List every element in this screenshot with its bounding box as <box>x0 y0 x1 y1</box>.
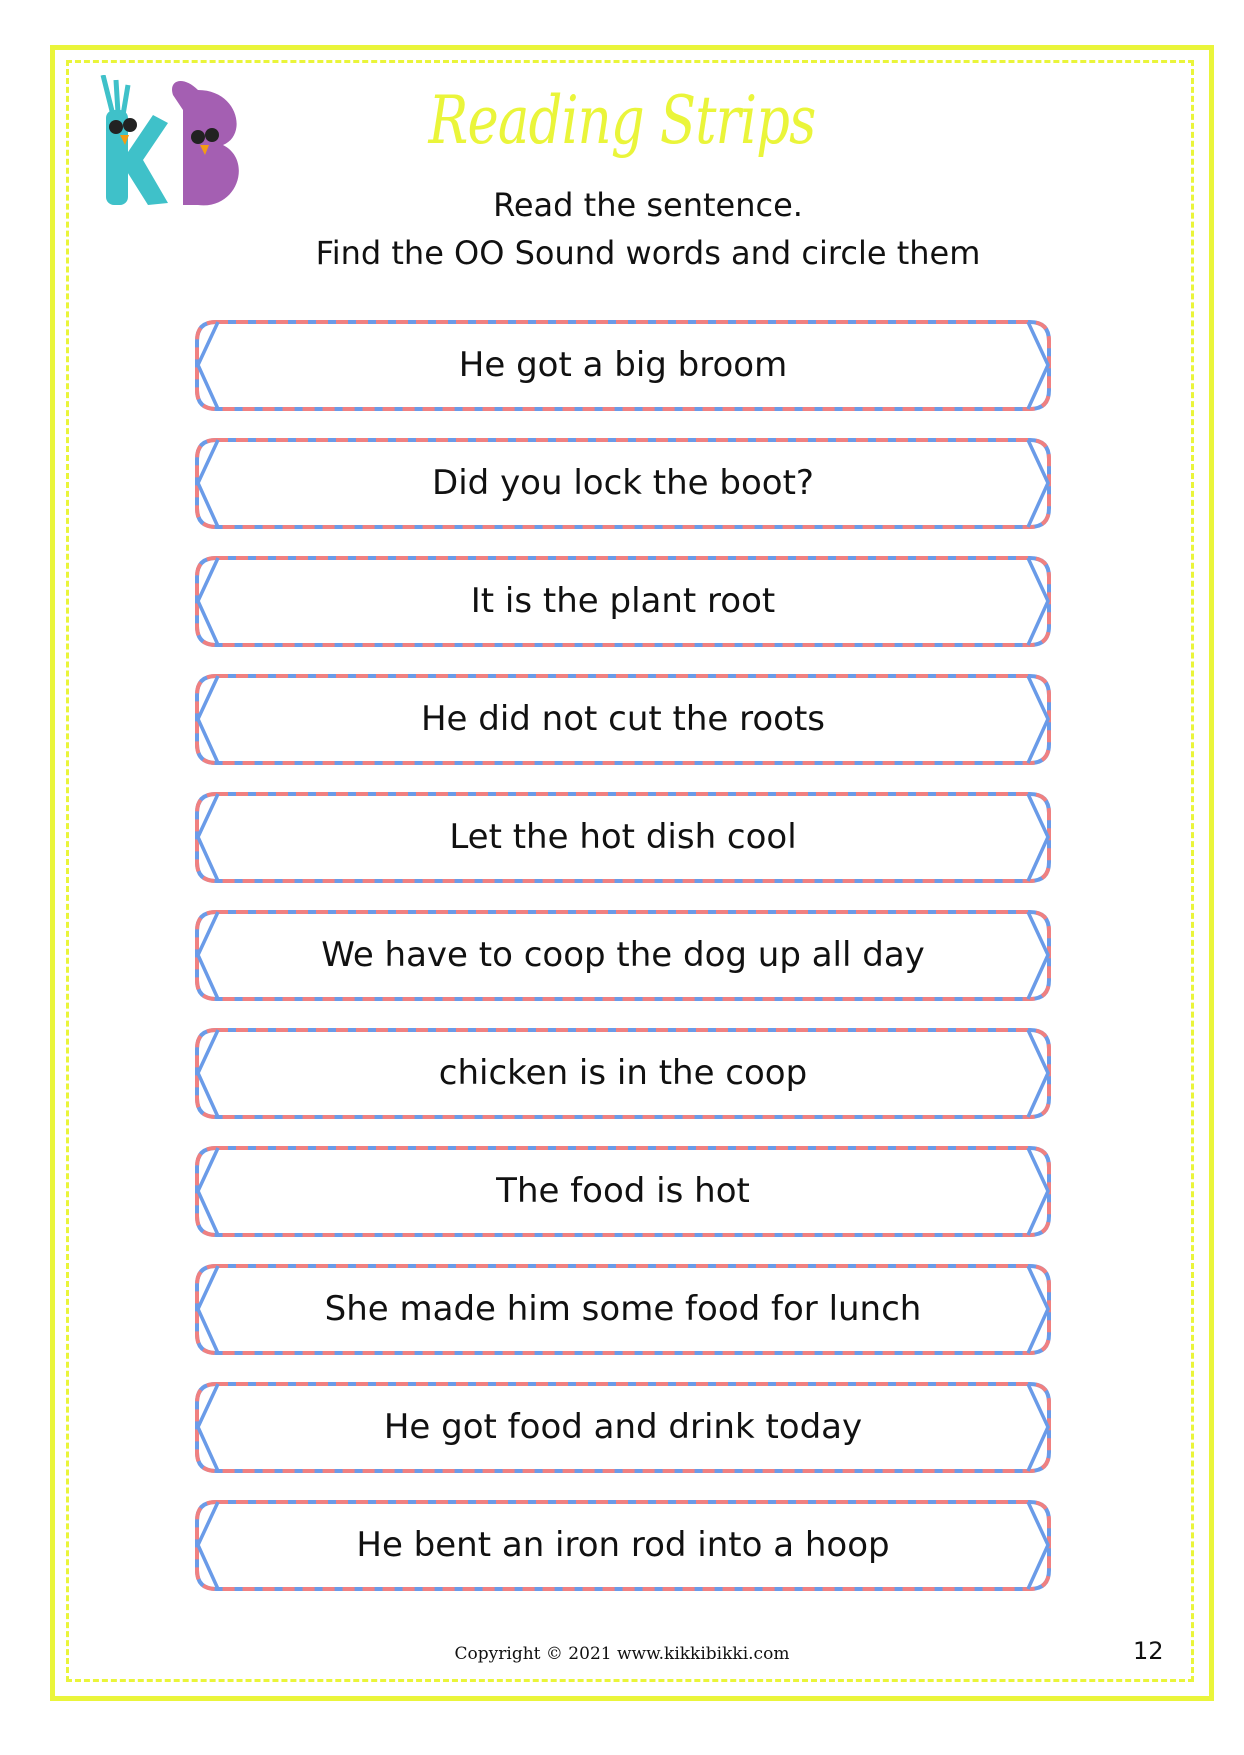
strip-sentence[interactable]: It is the plant root <box>470 581 776 621</box>
strip-sentence[interactable]: He got a big broom <box>458 345 788 385</box>
reading-strip <box>194 1499 1052 1592</box>
reading-strip <box>194 319 1052 412</box>
strip-sentence[interactable]: Let the hot dish cool <box>449 817 797 857</box>
reading-strip <box>194 1027 1052 1120</box>
reading-strip <box>194 1145 1052 1238</box>
page-number: 12 <box>1133 1637 1164 1665</box>
strip-sentence[interactable]: chicken is in the coop <box>438 1053 808 1093</box>
strip-sentence[interactable]: Did you lock the boot? <box>432 463 814 503</box>
strip-sentence[interactable]: He did not cut the roots <box>420 699 826 739</box>
instruction-1: Read the sentence. <box>493 186 803 224</box>
instruction-2: Find the OO Sound words and circle them <box>315 234 981 272</box>
page-title: Reading Strips <box>428 82 816 159</box>
reading-strip <box>194 1263 1052 1356</box>
reading-strip <box>194 1381 1052 1474</box>
reading-strips-list <box>194 319 1052 1617</box>
strip-sentence[interactable]: The food is hot <box>496 1171 750 1211</box>
reading-strip <box>194 909 1052 1002</box>
strip-sentence[interactable]: She made him some food for lunch <box>324 1289 922 1329</box>
strip-sentence[interactable]: He bent an iron rod into a hoop <box>356 1525 890 1565</box>
reading-strip <box>194 791 1052 884</box>
strip-sentence[interactable]: He got food and drink today <box>383 1407 863 1447</box>
reading-strip <box>194 437 1052 530</box>
reading-strip <box>194 555 1052 648</box>
copyright: Copyright © 2021 www.kikkibikki.com <box>454 1644 790 1664</box>
reading-strip <box>194 673 1052 766</box>
strip-sentence[interactable]: We have to coop the dog up all day <box>321 935 925 975</box>
